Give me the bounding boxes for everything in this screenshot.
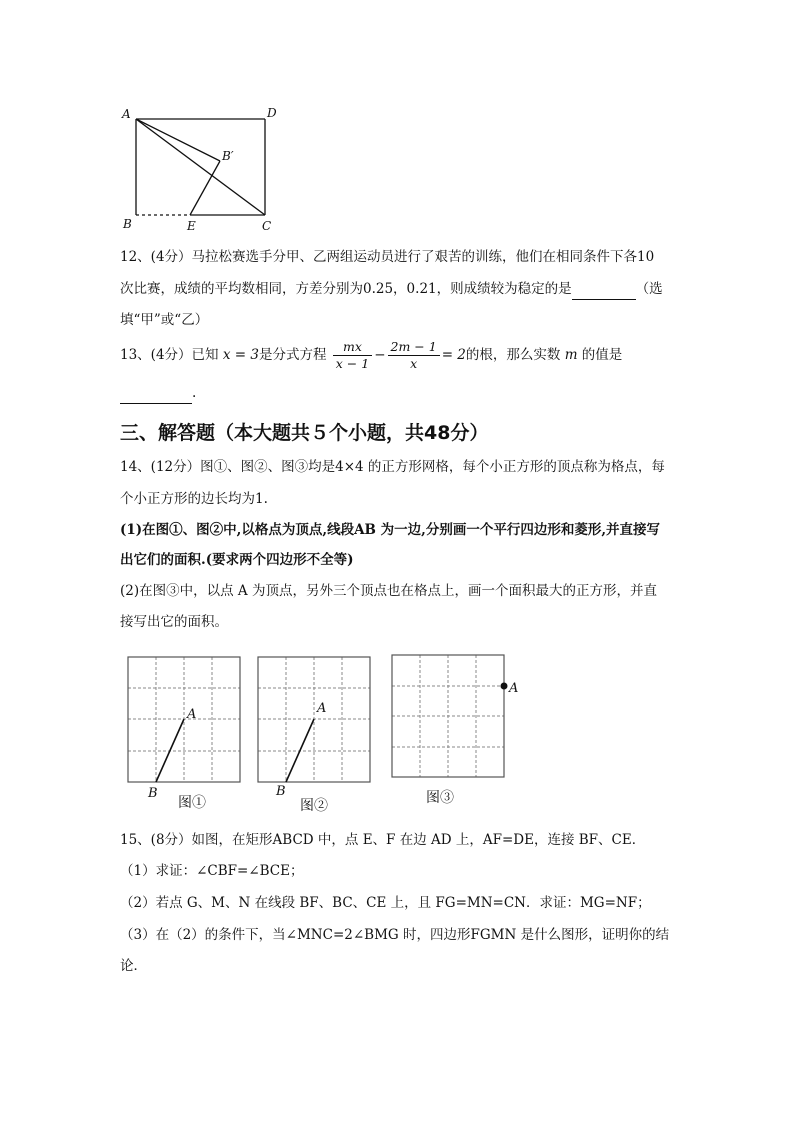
- q12-answer-blank: [572, 279, 636, 300]
- grid-2-label-B: B: [276, 784, 286, 799]
- q14-part2-line1: (2)在图③中，以点 A 为顶点，另外三个顶点也在格点上，画一个面积最大的正方形，并直: [120, 583, 657, 599]
- label-B: B: [123, 217, 132, 231]
- label-B-prime: B′: [222, 149, 234, 163]
- grid-2-caption: 图②: [300, 798, 328, 814]
- label-A: A: [122, 107, 131, 121]
- q13-line1: [120, 338, 622, 372]
- q15-part3-line1: （3）在（2）的条件下，当∠MNC=2∠BMG 时，四边形FGMN 是什么图形，证明你的结: [120, 927, 670, 943]
- q13-condition: x = 3: [222, 347, 259, 363]
- grid-3-label-A: A: [509, 681, 519, 696]
- q14-part1-line1: (1)在图①、图②中,以格点为顶点,线段AB 为一边,分别画一个平行四边形和菱形,并直接写: [120, 522, 661, 538]
- grid-figure-1: [120, 650, 250, 815]
- q13-line2: [120, 383, 196, 404]
- q15-line1: 15、(8分）如图，在矩形ABCD 中，点 E、F 在边 AD 上，AF=DE，连接 BF、CE．: [120, 832, 646, 848]
- q12-line2-text: 次比赛，成绩的平均数相同，方差分别为0.25，0.21，则成绩较为稳定的是: [120, 281, 572, 297]
- q12-line1: 12、(4分）马拉松赛选手分甲、乙两组运动员进行了艰苦的训练，他们在相同条件下各10: [120, 249, 655, 265]
- section-3-heading: 三、解答题（本大题共５个小题，共48分）: [120, 422, 489, 444]
- q13-suffix1: 的根，那么实数: [465, 347, 561, 363]
- q13-minus: −: [374, 347, 386, 363]
- grid-3-point-A: [501, 683, 508, 690]
- q13-f2-numerator: 2m − 1: [388, 339, 440, 356]
- q14-part2-line2: 接写出它的面积。: [120, 614, 228, 630]
- label-D: D: [267, 106, 277, 120]
- segment-B-prime-E: [190, 161, 220, 215]
- q12-line3: 填“甲”或“乙）: [120, 312, 209, 328]
- grid-2-label-A: A: [317, 701, 327, 716]
- grid-figure-3: [385, 648, 530, 813]
- q15-part2: （2）若点 G、M、N 在线段 BF、BC、CE 上，且 FG=MN=CN．求证：MG=NF；: [120, 895, 651, 911]
- label-C: C: [262, 219, 272, 233]
- q13-prefix: 13、(4分）已知: [120, 347, 219, 363]
- q14-line2: 个小正方形的边长均为1.: [120, 491, 268, 507]
- q13-fraction-2: [388, 339, 440, 372]
- grid-figure-2: [250, 650, 380, 815]
- q12-line2: [120, 279, 663, 300]
- q13-end: .: [192, 385, 197, 401]
- q15-part3-line2: 论．: [120, 958, 147, 974]
- label-E: E: [187, 219, 196, 233]
- q13-f1-denominator: x − 1: [335, 356, 370, 371]
- q14-line1: 14、(12分）图①、图②、图③均是4×4 的正方形网格，每个小正方形的顶点称为格点，每: [120, 459, 665, 475]
- grid-1-label-B: B: [148, 786, 158, 801]
- grid-1-label-A: A: [187, 707, 197, 722]
- q13-answer-blank: [120, 383, 192, 404]
- grid-3-caption: 图③: [426, 790, 454, 806]
- q13-suffix2: 的值是: [581, 347, 623, 363]
- q12-line2-tail: （选: [635, 281, 663, 297]
- q13-mid: 是分式方程: [258, 347, 327, 363]
- q13-f2-denominator: x: [410, 356, 418, 371]
- q13-var-m: m: [564, 347, 578, 363]
- diagonal-AC: [136, 119, 265, 215]
- q13-fraction-1: [333, 339, 372, 372]
- q13-eq: = 2: [441, 347, 466, 363]
- q13-f1-numerator: mx: [333, 339, 372, 356]
- rectangle-fold-figure: [115, 100, 285, 235]
- q15-part1: （1）求证：∠CBF=∠BCE；: [120, 863, 304, 879]
- grid-1-caption: 图①: [178, 795, 206, 811]
- q14-part1-line2: 出它们的面积.(要求两个四边形不全等): [120, 552, 354, 568]
- segment-AB-prime: [136, 119, 220, 161]
